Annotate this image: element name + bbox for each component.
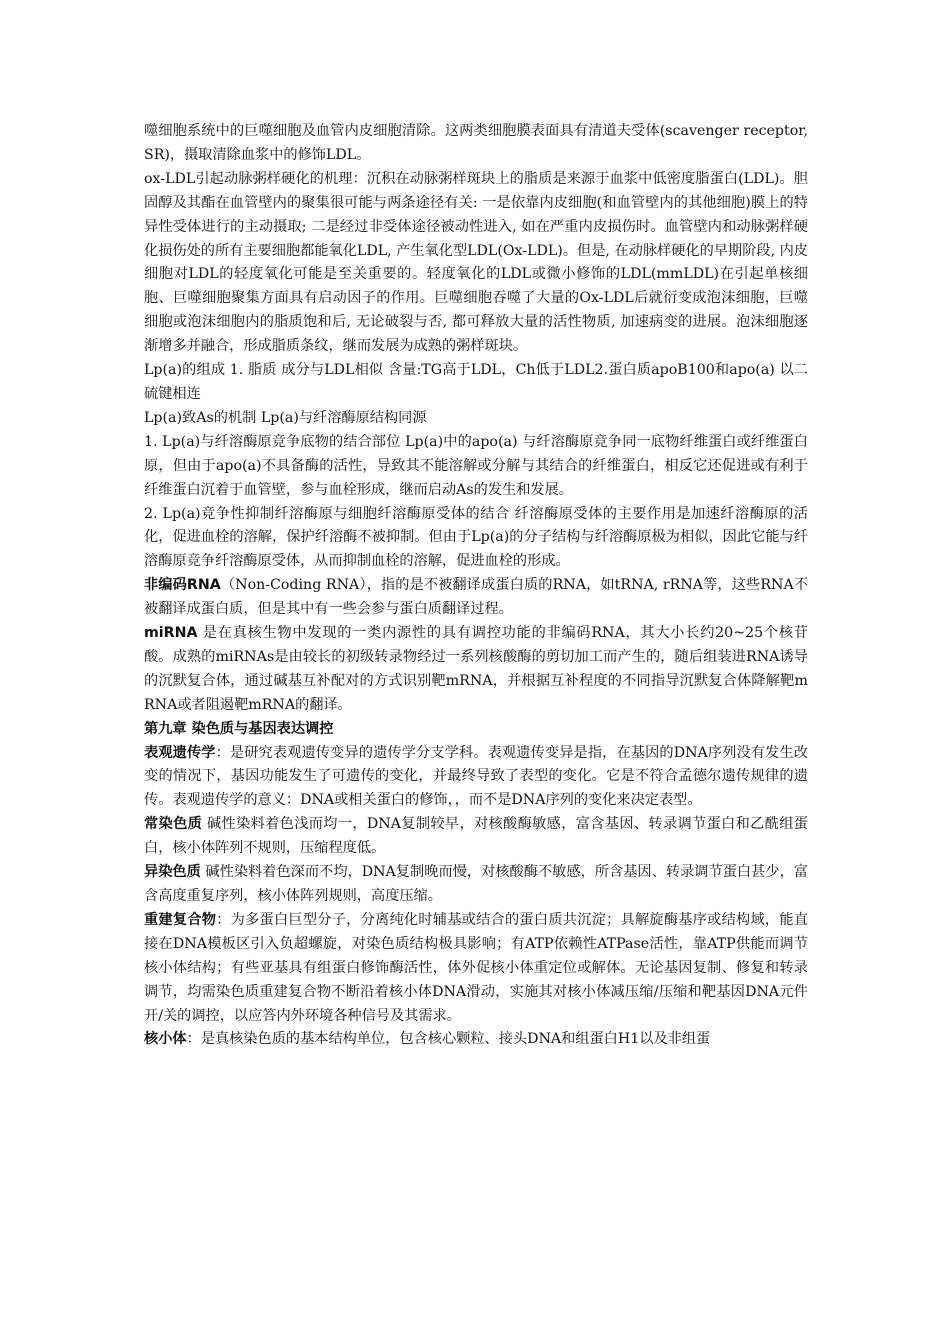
paragraph-lpa-mechanism <box>144 407 808 431</box>
paragraph-text: 1. Lp(a)与纤溶酶原竞争底物的结合部位 Lp(a)中的apo(a) 与纤溶酶原竞争同一底物纤维蛋白或纤维蛋白原，但由于apo(a)不具备酶的活性，导致其不能溶解或分解与其结合的纤维蛋白，相反它还促进或有利于纤维蛋白沉着于血管壁，参与血栓形成，继而启动As的发生和发展。 <box>144 433 808 498</box>
term-label: 常染色质 <box>144 816 203 833</box>
term-label: 重建复合物 <box>144 911 217 928</box>
paragraph-text: 碱性染料着色浅而均一，DNA复制较早，对核酸酶敏感，富含基因、转录调节蛋白和乙酰组蛋白，核小体阵列不规则，压缩程度低。 <box>144 816 808 857</box>
chapter-heading: 第九章 染色质与基因表达调控 <box>144 720 334 737</box>
paragraph-text: ox-LDL引起动脉粥样硬化的机理：沉积在动脉粥样斑块上的脂质是来源于血浆中低密度脂蛋白(LDL)。胆固醇及其酯在血管壁内的聚集很可能与两条途径有关: 一是依靠内皮细胞(和血管壁内的其他细胞)膜上的特异性受体进行的主动摄取; 二是经过非受体途径被动性进入, 如在严重内皮损伤时。血管壁内和动脉粥样硬化损伤处的所有主要细胞都能氧化LDL, 产生氧化型LDL(Ox-LDL)。但是, 在动脉样硬化的早期阶段, 内皮细胞对LDL的轻度氧化可能是至关重要的。轻度氧化的LDL或微小修饰的LDL(mmLDL)在引起单核细胞、巨噬细胞聚集方面具有启动因子的作用。巨噬细胞吞噬了大量的Ox-LDL后就衍变成泡沫细胞，巨噬细胞或泡沫细胞内的脂质饱和后, 无论破裂与否, 都可释放大量的活性物质, 加速病变的进展。泡沫细胞逐渐增多并融合，形成脂质条纹，继而发展为成熟的粥样斑块。 <box>144 170 808 355</box>
paragraph-scavenger-receptor <box>144 120 808 168</box>
term-label: 异染色质 <box>144 864 201 881</box>
paragraph-text: 噬细胞系统中的巨噬细胞及血管内皮细胞清除。这两类细胞膜表面具有清道夫受体(scavenger receptor, SR)，摄取清除血浆中的修饰LDL。 <box>144 123 808 163</box>
paragraph-text: Lp(a)的组成 1. 脂质 成分与LDL相似 含量:TG高于LDL，Ch低于LDL2.蛋白质apoB100和apo(a) 以二硫键相连 <box>144 362 808 402</box>
paragraph-text: 碱性染料着色深而不均，DNA复制晚而慢，对核酸酶不敏感，所含基因、转录调节蛋白甚少，富含高度重复序列，核小体阵列规则，高度压缩。 <box>144 864 808 904</box>
paragraph-epigenetics <box>144 742 808 814</box>
term-label: 非编码RNA <box>144 577 221 594</box>
term-label: miRNA <box>144 625 198 642</box>
paragraph-text: （Non-Coding RNA），指的是不被翻译成蛋白质的RNA，如tRNA, rRNA等，这些RNA不被翻译成蛋白质，但是其中有一些会参与蛋白质翻译过程。 <box>144 577 809 618</box>
paragraph-text: ：是研究表观遗传变异的遗传学分支学科。表观遗传变异是指，在基因的DNA序列没有发生改变的情况下，基因功能发生了可遗传的变化，并最终导致了表型的变化。它是不符合孟德尔遗传规律的遗传。表观遗传学的意义：DNA或相关蛋白的修饰，，而不是DNA序列的变化来决定表型。 <box>144 744 808 809</box>
paragraph-text: ：是真核染色质的基本结构单位，包含核心颗粒、接头DNA和组蛋白H1以及非组蛋 <box>186 1031 711 1048</box>
term-label: 表观遗传学 <box>144 744 216 761</box>
paragraph-lpa-point-2 <box>144 503 808 575</box>
paragraph-noncoding-rna <box>144 574 808 622</box>
paragraph-text: 是在真核生物中发现的一类内源性的具有调控功能的非编码RNA，其大小长约20~25个核苷酸。成熟的miRNAs是由较长的初级转录物经过一系列核酸酶的剪切加工而产生的，随后组装进RNA诱导的沉默复合体，通过碱基互补配对的方式识别靶mRNA，并根据互补程度的不同指导沉默复合体降解靶mRNA或者阻遏靶mRNA的翻译。 <box>144 625 808 713</box>
term-label: 核小体 <box>144 1031 187 1048</box>
paragraph-text: 2. Lp(a)竞争性抑制纤溶酶原与细胞纤溶酶原受体的结合 纤溶酶原受体的主要作用是加速纤溶酶原的活化，促进血栓的溶解，保护纤溶酶不被抑制。但由于Lp(a)的分子结构与纤溶酶原极为相似，因此它能与纤溶酶原竞争纤溶酶原受体，从而抑制血栓的溶解，促进血栓的形成。 <box>144 505 808 570</box>
paragraph-heterochromatin <box>144 861 808 909</box>
paragraph-mirna <box>144 622 808 718</box>
paragraph-lpa-composition <box>144 359 808 407</box>
paragraph-nucleosome <box>144 1028 808 1052</box>
paragraph-euchromatin <box>144 813 808 861</box>
document-page <box>144 120 808 1052</box>
paragraph-lpa-point-1 <box>144 431 808 503</box>
paragraph-text: ：为多蛋白巨型分子，分离纯化时辅基或结合的蛋白质共沉淀；具解旋酶基序或结构域，能直接在DNA模板区引入负超螺旋，对染色质结构极具影响；有ATP依赖性ATPase活性，靠ATP供能而调节核小体结构；有些亚基具有组蛋白修饰酶活性，体外促核小体重定位或解体。无论基因复制、修复和转录调节，均需染色质重建复合物不断沿着核小体DNA滑动，实施其对核小体减压缩/压缩和靶基因DNA元件开/关的调控，以应答内外环境各种信号及其需求。 <box>144 911 808 1024</box>
paragraph-remodeling-complex <box>144 909 808 1029</box>
paragraph-text: Lp(a)致As的机制 Lp(a)与纤溶酶原结构同源 <box>144 409 427 426</box>
paragraph-ox-ldl-mechanism <box>144 168 808 359</box>
